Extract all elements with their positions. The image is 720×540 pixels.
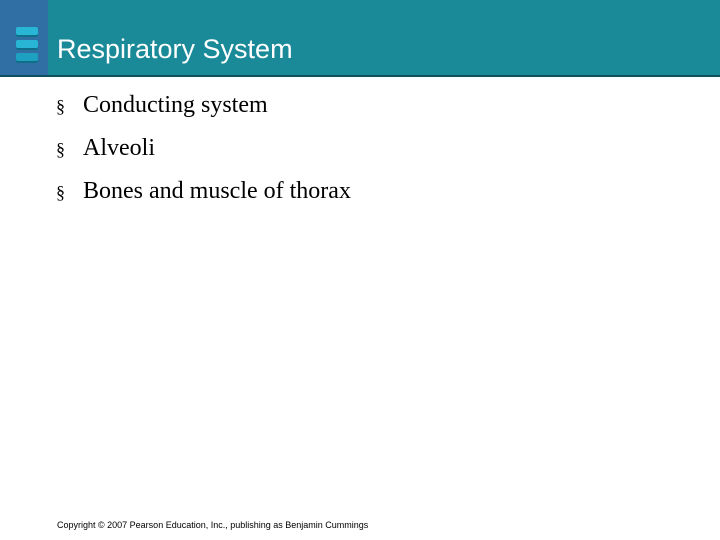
bullet-item: [56, 92, 351, 135]
bullet-marker: §: [56, 96, 65, 116]
bullet-item: [56, 135, 351, 178]
copyright-notice: Copyright © 2007 Pearson Education, Inc., publishing as Benjamin Cummings: [57, 520, 369, 530]
logo-block-top: [16, 27, 38, 37]
bullet-list: [56, 92, 351, 221]
bullet-text: Conducting system: [83, 92, 268, 118]
title-divider: [0, 75, 720, 77]
bullet-item: [56, 178, 351, 221]
bullet-marker: §: [56, 182, 65, 202]
bullet-text: Alveoli: [83, 135, 155, 161]
logo-block-bottom: [16, 53, 38, 63]
logo-block-middle: [16, 40, 38, 50]
bullet-text: Bones and muscle of thorax: [83, 178, 351, 204]
slide-title: Respiratory System: [57, 34, 293, 64]
bullet-marker: §: [56, 139, 65, 159]
stacked-blocks-icon: [16, 27, 38, 65]
title-bar: [0, 0, 720, 75]
